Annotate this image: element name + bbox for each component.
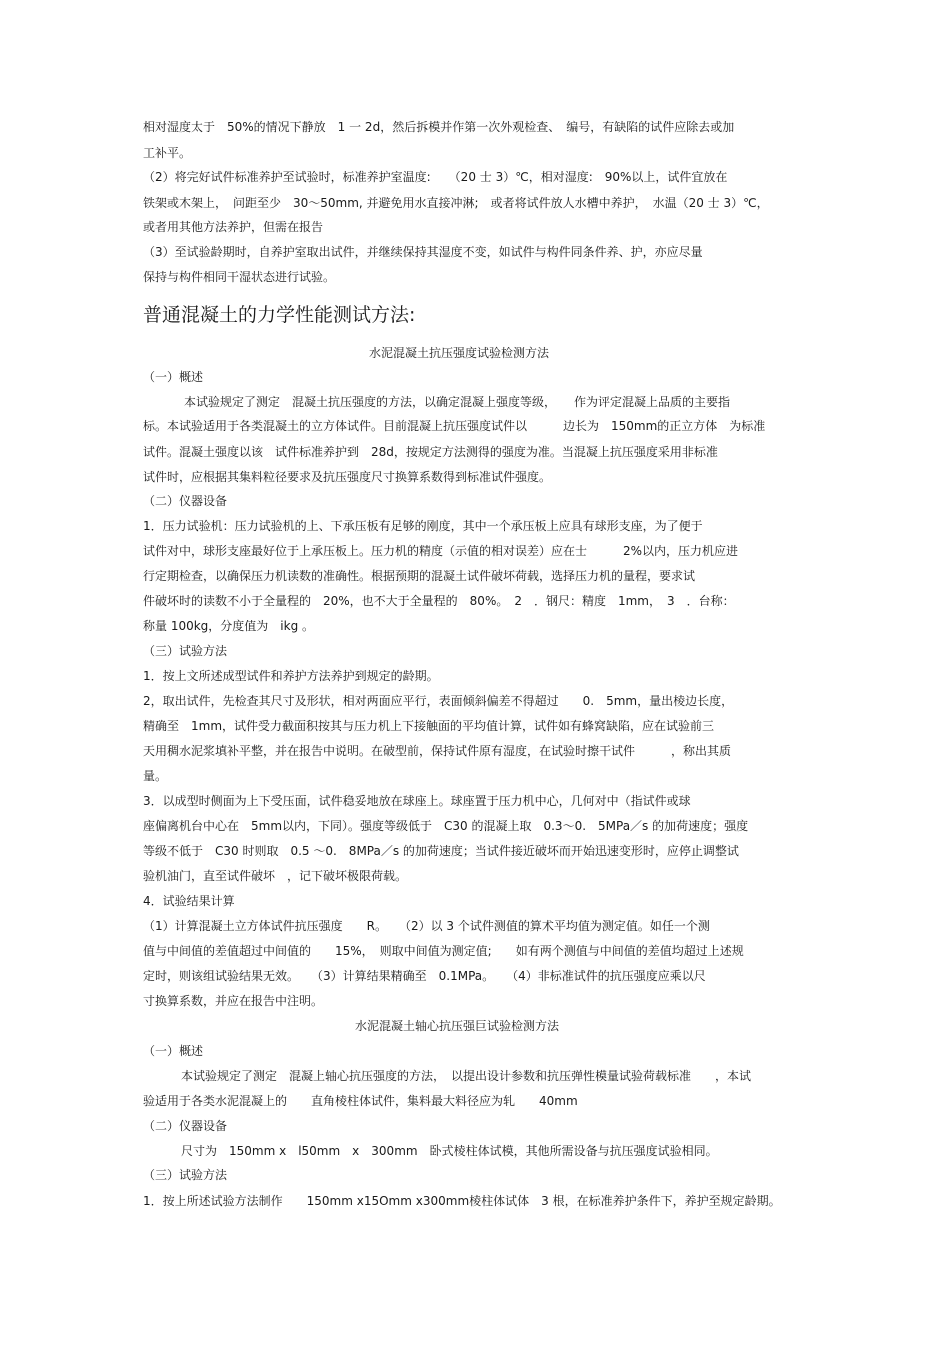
text-line: 量。 — [143, 769, 168, 783]
text-line: 相对湿度太于 50%的情况下静放 1 一 2d，然后拆模并作第一次外观检查、 编号，有缺陷的试件应除去或加 — [143, 120, 735, 134]
text-line: 2，取出试件，先检查其尺寸及形状，相对两面应平行，表面倾斜偏差不得超过 0. 5mm，量出棱边长度， — [143, 694, 734, 708]
subsection-title: 水泥混凝土轴心抗压强巨试验检测方法 — [355, 1019, 560, 1033]
text-line: 保持与构件相同干湿状态进行试验。 — [143, 270, 336, 284]
text-line: 试件时，应根据其集料粒径要求及抗压强度尺寸换算系数得到标准试件强度。 — [143, 470, 552, 484]
text-line: （三）试验方法 — [143, 1168, 228, 1182]
text-line: 定时，则该组试验结果无效。 （3）计算结果精确至 0.1MPa。 （4）非标准试件的抗压强度应乘以尺 — [143, 969, 706, 983]
text-line: 铁架或木架上， 问距至少 30～50mm, 并避免用水直接冲淋; 或者将试件放人水槽中养护， 水温（20 士 3）℃， — [143, 196, 769, 210]
text-line: 值与中间值的差值超过中间值的 15%， 则取中间值为测定值; 如有两个测值与中间值的差值均超过上述规 — [143, 944, 744, 958]
text-line: 1．按上所述试验方法制作 150mm x15Omm x300mm棱柱体试体 3 根，在标准养护条件下，养护至规定龄期。 — [143, 1194, 781, 1208]
text-line: 3．以成型时侧面为上下受压面，试件稳妥地放在球座上。球座置于压力机中心，几何对中（指试件或球 — [143, 794, 691, 808]
text-line: （一）概述 — [143, 1044, 204, 1058]
text-line: 1．压力试验机：压力试验机的上、下承压板有足够的刚度，其中一个承压板上应具有球形支座，为了便于 — [143, 519, 703, 533]
text-line: 件破坏时的读数不小于全量程的 20%，也不大于全量程的 80%。 2 ．钢尺：精度 1mm， 3 ．台称： — [143, 594, 735, 608]
text-line: 座偏离机台中心在 5mm以内，下同）。强度等级低于 C30 的混凝上取 0.3～0. 5MPa／s 的加荷速度；强度 — [143, 819, 749, 833]
text-line: （3）至试验龄期时，自养护室取出试件，并继续保持其湿度不变，如试件与构件同条件养、护，亦应尽量 — [143, 245, 703, 259]
text-line: 行定期检查，以确保压力机读数的准确性。根据预期的混凝土试件破坏荷载，选择压力机的量程，要求试 — [143, 569, 696, 583]
text-line: 或者用其他方法养护，但需在报告 — [143, 220, 324, 234]
text-line: 本试验规定了测定 混凝上轴心抗压强度的方法， 以提出设计参数和抗压弹性模量试验荷载标准 ，本试 — [181, 1069, 752, 1083]
text-line: 试件。混凝土强度以该 试件标准养护到 28d，按规定方法测得的强度为准。当混凝上抗压强度采用非标准 — [143, 445, 718, 459]
text-line: 称量 100kg，分度值为 ikg 。 — [143, 619, 315, 633]
text-line: 试件对中，球形支座最好位于上承压板上。压力机的精度（示值的相对误差）应在士 2%以内，压力机应进 — [143, 544, 739, 558]
text-line: 4．试验结果计算 — [143, 894, 235, 908]
text-line: （一）概述 — [143, 370, 204, 384]
subsection-title: 水泥混凝土抗压强度试验检测方法 — [369, 346, 550, 360]
text-line: （二）仪器设备 — [143, 494, 228, 508]
text-line: （三）试验方法 — [143, 644, 228, 658]
text-line: 标。本试验适用于各类混凝土的立方体试件。目前混凝上抗压强度试件以 边长为 150mm的正立方体 为标准 — [143, 419, 766, 433]
text-line: 等级不低于 C30 时则取 0.5 ～0. 8MPa／s 的加荷速度；当试件接近破坏而开始迅速变形时，应停止调整试 — [143, 844, 739, 858]
text-line: 验机油门，直至试件破坏 ，记下破坏极限荷载。 — [143, 869, 408, 883]
text-line: 精确至 1mm，试件受力截面积按其与压力机上下接触面的平均值计算，试件如有蜂窝缺陷，应在试验前三 — [143, 719, 715, 733]
text-line: 寸换算系数，并应在报告中注明。 — [143, 994, 324, 1008]
text-line: （二）仪器设备 — [143, 1119, 228, 1133]
text-line: 尺寸为 150mm x l50mm x 300mm 卧式棱柱体试模，其他所需设备与抗压强度试验相同。 — [181, 1144, 718, 1158]
text-line: （1）计算混凝土立方体试件抗压强度 R。 （2）以 3 个试件测值的算术平均值为测定值。如任一个测 — [143, 919, 710, 933]
text-line: 天用稠水泥浆填补平整，并在报告中说明。在破型前，保持试件原有湿度，在试验时擦干试件 ，称出其质 — [143, 744, 732, 758]
section-heading: 普通混凝土的力学性能测试方法: — [143, 304, 416, 326]
text-line: 验适用于各类水泥混凝上的 直角棱柱体试件，集料最大料径应为轧 40mm — [143, 1094, 578, 1108]
text-line: 工补平。 — [143, 146, 192, 160]
text-line: 1．按上文所述成型试件和养护方法养护到规定的龄期。 — [143, 669, 439, 683]
text-line: 本试验规定了测定 混凝土抗压强度的方法，以确定混凝上强度等级， 作为评定混凝上品质的主要指 — [184, 395, 731, 409]
text-line: （2）将完好试件标准养护至试验时，标准养护室温度: （20 士 3）℃，相对湿度: 90%以上，试件宜放在 — [143, 170, 728, 184]
